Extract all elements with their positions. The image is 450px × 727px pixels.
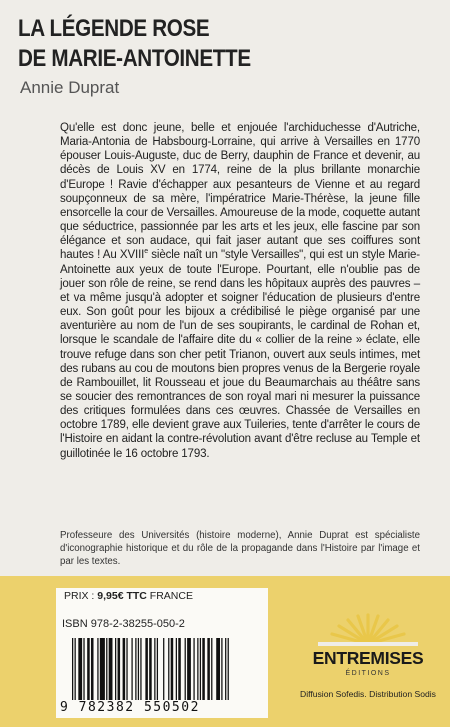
price-line bbox=[64, 590, 193, 602]
blurb-part-2: siècle naît un "style Versailles", qui est un style Marie-Antoinette aux yeux de toute l'Europe. Pourtant, elle n'oublie pas de jouer son rôle de reine, se rend dans les hôpitaux auprès des pauvres – et va même jusqu'à adopter et soigner l'éducation de plusieurs d'entre eux. Son goût pour les bijoux a crédibilisé le piège organisé par une aventurière au nom de l'un de ses soupirants, le cardinal de Rohan et, lorsque le scandale de l'affaire dite du « collier de la reine » éclate, elle trouve refuge dans son cher petit Trianon, ouvert aux seuls intimes, met des rubans au cou de moutons bien propres venus de la Bergerie royale de Rambouillet, lit Rousseau et joue du Beaumarchais au théâtre sans se soucier des remontrances de son royal mari ni mesurer la puissance des critiques formulées dans ces œuvres. Chassée de Versailles en octobre 1789, elle devient grave aux Tuileries, tente d'arrêter le cours de l'Histoire en aidant la contre-révolution avant d'être recluse au Temple et guillotinée le 16 octobre 1793. bbox=[60, 249, 420, 460]
book-title bbox=[18, 14, 379, 74]
price-label: PRIX : bbox=[64, 590, 95, 602]
barcode-digits: 9 782382 550502 bbox=[60, 700, 200, 715]
distribution-line: Diffusion Sofedis. Distribution Sodis bbox=[300, 689, 436, 699]
blurb-part-1: Qu'elle est donc jeune, belle et enjouée l'archiduchesse d'Autriche, Maria-Antonia de Habsbourg-Lorraine, qui arrive à Versailles en 1770 épouser Louis-Auguste, duc de Berry, dauphin de France et devenir, au décès de Louis XV en 1774, reine de la plus brillante monarchie d'Europe ! Ravie d'échapper aux pesanteurs de Vienne et au regard soupçonneux de sa mère, l'impératrice Marie-Thérèse, la jeune fille ensorcelle la cour de Versailles. Amoureuse de la mode, coquette autant que séductrice, passionnée par les arts et les jeux, elle fascine par son élégance et son audace, qui fait jaser autant que ses coiffures sont hautes ! Au XVIII bbox=[60, 122, 420, 262]
publisher-name: ENTREMISES bbox=[312, 648, 424, 668]
barcode-box bbox=[56, 588, 268, 718]
isbn: ISBN 978-2-38255-050-2 bbox=[62, 618, 185, 630]
price-country: FRANCE bbox=[149, 590, 193, 602]
author-bio: Professeure des Universités (histoire moderne), Annie Duprat est spécialiste d'iconographie historique et du rôle de la propagande dans l'Histoire par l'image et par les textes. bbox=[60, 530, 420, 567]
century-superscript: e bbox=[144, 248, 148, 256]
author-name: Annie Duprat bbox=[20, 78, 120, 97]
sunburst-logo-icon bbox=[310, 612, 426, 646]
back-cover-blurb bbox=[60, 121, 420, 461]
title-line-2: DE MARIE-ANTOINETTE bbox=[18, 45, 251, 72]
price-amount: 9,95€ TTC bbox=[97, 590, 147, 602]
barcode-icon bbox=[70, 638, 260, 700]
title-line-1: LA LÉGENDE ROSE bbox=[18, 15, 210, 42]
publisher-tagline: ÉDITIONS bbox=[345, 670, 391, 677]
